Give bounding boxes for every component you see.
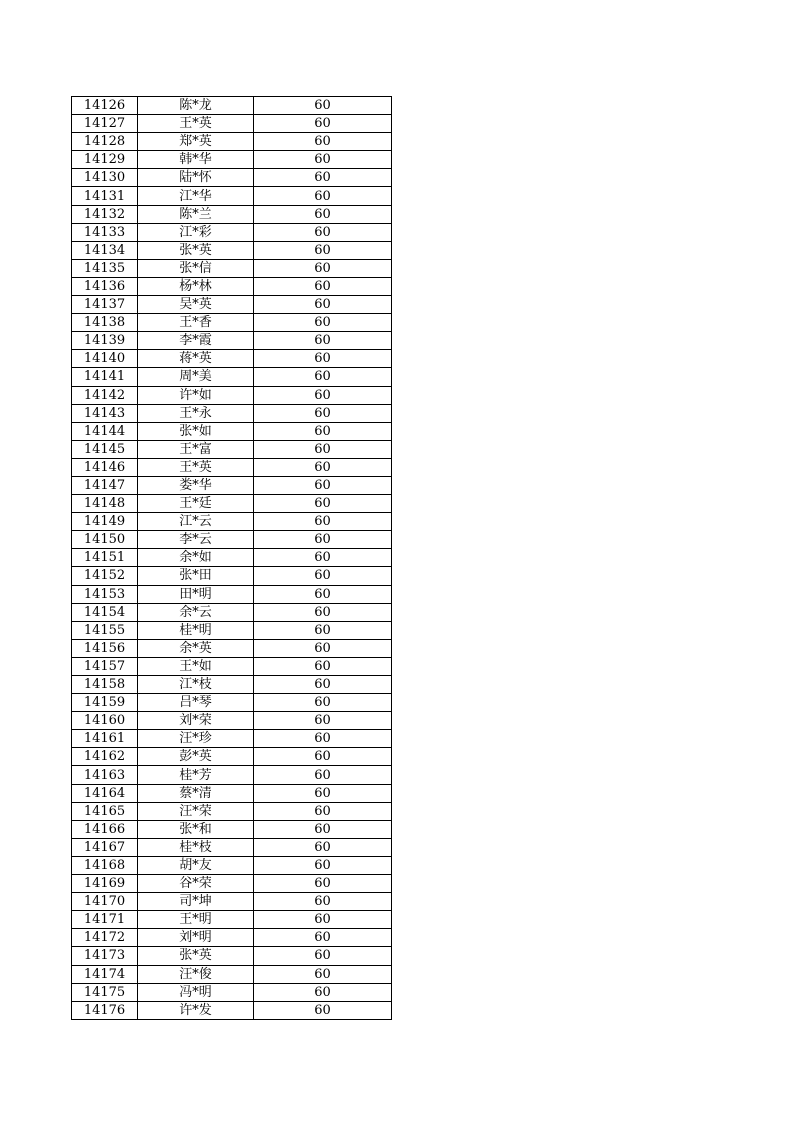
cell-score: 60 (254, 603, 392, 621)
cell-id: 14145 (72, 440, 138, 458)
cell-score: 60 (254, 133, 392, 151)
cell-id: 14174 (72, 965, 138, 983)
cell-score: 60 (254, 856, 392, 874)
cell-id: 14175 (72, 983, 138, 1001)
cell-id: 14167 (72, 838, 138, 856)
table-row (72, 585, 392, 603)
table-row (72, 332, 392, 350)
cell-id: 14128 (72, 133, 138, 151)
cell-score: 60 (254, 97, 392, 115)
cell-name: 王*明 (138, 911, 254, 929)
cell-name: 陈*兰 (138, 205, 254, 223)
cell-score: 60 (254, 440, 392, 458)
cell-name: 许*如 (138, 386, 254, 404)
cell-score: 60 (254, 929, 392, 947)
cell-id: 14143 (72, 404, 138, 422)
table-row (72, 657, 392, 675)
table-row (72, 296, 392, 314)
cell-id: 14171 (72, 911, 138, 929)
cell-name: 李*霞 (138, 332, 254, 350)
cell-name: 王*英 (138, 115, 254, 133)
table-row (72, 513, 392, 531)
table-row (72, 458, 392, 476)
cell-name: 张*信 (138, 259, 254, 277)
cell-id: 14157 (72, 657, 138, 675)
table-row (72, 603, 392, 621)
cell-id: 14149 (72, 513, 138, 531)
cell-name: 余*如 (138, 549, 254, 567)
table-row (72, 223, 392, 241)
cell-score: 60 (254, 585, 392, 603)
cell-score: 60 (254, 639, 392, 657)
cell-id: 14162 (72, 748, 138, 766)
cell-name: 蒋*英 (138, 350, 254, 368)
table-row (72, 476, 392, 494)
cell-name: 王*如 (138, 657, 254, 675)
cell-id: 14163 (72, 766, 138, 784)
cell-id: 14134 (72, 241, 138, 259)
table-row (72, 694, 392, 712)
table-row (72, 97, 392, 115)
cell-score: 60 (254, 730, 392, 748)
cell-score: 60 (254, 368, 392, 386)
cell-score: 60 (254, 151, 392, 169)
cell-name: 汪*珍 (138, 730, 254, 748)
table-row (72, 748, 392, 766)
cell-id: 14131 (72, 187, 138, 205)
table-row (72, 151, 392, 169)
cell-name: 王*永 (138, 404, 254, 422)
cell-id: 14170 (72, 893, 138, 911)
cell-score: 60 (254, 911, 392, 929)
cell-id: 14136 (72, 277, 138, 295)
cell-id: 14153 (72, 585, 138, 603)
table-row (72, 1001, 392, 1019)
table-row (72, 766, 392, 784)
cell-name: 郑*英 (138, 133, 254, 151)
cell-id: 14150 (72, 531, 138, 549)
data-table (71, 96, 392, 1020)
cell-score: 60 (254, 712, 392, 730)
table-row (72, 169, 392, 187)
cell-id: 14142 (72, 386, 138, 404)
cell-name: 王*廷 (138, 495, 254, 513)
cell-id: 14164 (72, 784, 138, 802)
table-row (72, 820, 392, 838)
cell-name: 许*发 (138, 1001, 254, 1019)
cell-name: 王*英 (138, 458, 254, 476)
cell-name: 周*美 (138, 368, 254, 386)
table-row (72, 277, 392, 295)
cell-id: 14155 (72, 621, 138, 639)
cell-id: 14173 (72, 947, 138, 965)
cell-score: 60 (254, 277, 392, 295)
cell-name: 杨*林 (138, 277, 254, 295)
cell-id: 14132 (72, 205, 138, 223)
table-row (72, 676, 392, 694)
cell-name: 韩*华 (138, 151, 254, 169)
cell-score: 60 (254, 621, 392, 639)
cell-score: 60 (254, 350, 392, 368)
cell-name: 余*云 (138, 603, 254, 621)
cell-id: 14135 (72, 259, 138, 277)
cell-score: 60 (254, 784, 392, 802)
cell-id: 14146 (72, 458, 138, 476)
cell-name: 江*枝 (138, 676, 254, 694)
cell-id: 14126 (72, 97, 138, 115)
cell-id: 14139 (72, 332, 138, 350)
table-row (72, 368, 392, 386)
cell-id: 14138 (72, 314, 138, 332)
cell-id: 14151 (72, 549, 138, 567)
cell-score: 60 (254, 241, 392, 259)
cell-name: 江*彩 (138, 223, 254, 241)
cell-score: 60 (254, 205, 392, 223)
cell-score: 60 (254, 875, 392, 893)
cell-name: 蔡*清 (138, 784, 254, 802)
cell-name: 冯*明 (138, 983, 254, 1001)
cell-id: 14129 (72, 151, 138, 169)
cell-name: 吴*英 (138, 296, 254, 314)
table-row (72, 422, 392, 440)
table-row (72, 621, 392, 639)
table-row (72, 205, 392, 223)
cell-id: 14140 (72, 350, 138, 368)
cell-score: 60 (254, 1001, 392, 1019)
cell-score: 60 (254, 513, 392, 531)
cell-name: 刘*明 (138, 929, 254, 947)
cell-id: 14168 (72, 856, 138, 874)
cell-score: 60 (254, 259, 392, 277)
cell-score: 60 (254, 947, 392, 965)
cell-name: 张*和 (138, 820, 254, 838)
cell-score: 60 (254, 694, 392, 712)
cell-name: 王*富 (138, 440, 254, 458)
cell-name: 汪*俊 (138, 965, 254, 983)
cell-name: 桂*芳 (138, 766, 254, 784)
cell-name: 张*如 (138, 422, 254, 440)
cell-name: 余*英 (138, 639, 254, 657)
cell-name: 桂*枝 (138, 838, 254, 856)
table-row (72, 730, 392, 748)
cell-score: 60 (254, 820, 392, 838)
cell-score: 60 (254, 838, 392, 856)
cell-name: 桂*明 (138, 621, 254, 639)
cell-id: 14160 (72, 712, 138, 730)
cell-score: 60 (254, 223, 392, 241)
table-row (72, 314, 392, 332)
cell-id: 14137 (72, 296, 138, 314)
cell-id: 14152 (72, 567, 138, 585)
table-row (72, 965, 392, 983)
cell-id: 14144 (72, 422, 138, 440)
table-body (72, 97, 392, 1020)
cell-score: 60 (254, 115, 392, 133)
table-row (72, 133, 392, 151)
cell-id: 14176 (72, 1001, 138, 1019)
table-row (72, 639, 392, 657)
table-row (72, 893, 392, 911)
table-row (72, 802, 392, 820)
cell-score: 60 (254, 187, 392, 205)
cell-score: 60 (254, 495, 392, 513)
table-row (72, 929, 392, 947)
cell-score: 60 (254, 296, 392, 314)
cell-name: 田*明 (138, 585, 254, 603)
cell-score: 60 (254, 567, 392, 585)
table-row (72, 549, 392, 567)
table-row (72, 856, 392, 874)
table-row (72, 495, 392, 513)
cell-id: 14159 (72, 694, 138, 712)
table-row (72, 947, 392, 965)
table-row (72, 241, 392, 259)
cell-id: 14166 (72, 820, 138, 838)
cell-name: 胡*友 (138, 856, 254, 874)
cell-score: 60 (254, 965, 392, 983)
table-row (72, 784, 392, 802)
cell-name: 张*英 (138, 947, 254, 965)
cell-name: 谷*荣 (138, 875, 254, 893)
cell-score: 60 (254, 314, 392, 332)
cell-id: 14147 (72, 476, 138, 494)
cell-name: 陈*龙 (138, 97, 254, 115)
table-row (72, 115, 392, 133)
cell-score: 60 (254, 169, 392, 187)
cell-name: 王*香 (138, 314, 254, 332)
cell-score: 60 (254, 404, 392, 422)
cell-id: 14133 (72, 223, 138, 241)
cell-name: 陆*怀 (138, 169, 254, 187)
cell-score: 60 (254, 676, 392, 694)
cell-score: 60 (254, 893, 392, 911)
cell-score: 60 (254, 458, 392, 476)
table-row (72, 404, 392, 422)
cell-id: 14154 (72, 603, 138, 621)
cell-id: 14165 (72, 802, 138, 820)
table-row (72, 567, 392, 585)
table-row (72, 440, 392, 458)
cell-score: 60 (254, 386, 392, 404)
cell-name: 刘*荣 (138, 712, 254, 730)
cell-score: 60 (254, 422, 392, 440)
table-row (72, 259, 392, 277)
cell-name: 娄*华 (138, 476, 254, 494)
cell-name: 张*英 (138, 241, 254, 259)
table-row (72, 875, 392, 893)
table-row (72, 350, 392, 368)
table-row (72, 712, 392, 730)
table-row (72, 386, 392, 404)
cell-name: 江*华 (138, 187, 254, 205)
cell-id: 14156 (72, 639, 138, 657)
cell-score: 60 (254, 766, 392, 784)
cell-name: 江*云 (138, 513, 254, 531)
cell-score: 60 (254, 549, 392, 567)
cell-name: 李*云 (138, 531, 254, 549)
table-row (72, 911, 392, 929)
cell-id: 14161 (72, 730, 138, 748)
cell-score: 60 (254, 657, 392, 675)
cell-id: 14130 (72, 169, 138, 187)
cell-score: 60 (254, 983, 392, 1001)
cell-id: 14127 (72, 115, 138, 133)
cell-id: 14169 (72, 875, 138, 893)
cell-name: 张*田 (138, 567, 254, 585)
table-row (72, 531, 392, 549)
cell-score: 60 (254, 332, 392, 350)
cell-score: 60 (254, 802, 392, 820)
cell-score: 60 (254, 476, 392, 494)
cell-name: 吕*琴 (138, 694, 254, 712)
table-row (72, 838, 392, 856)
cell-name: 彭*英 (138, 748, 254, 766)
cell-id: 14158 (72, 676, 138, 694)
cell-score: 60 (254, 531, 392, 549)
table-row (72, 983, 392, 1001)
cell-name: 汪*荣 (138, 802, 254, 820)
cell-name: 司*坤 (138, 893, 254, 911)
table-row (72, 187, 392, 205)
cell-id: 14172 (72, 929, 138, 947)
cell-id: 14141 (72, 368, 138, 386)
cell-score: 60 (254, 748, 392, 766)
cell-id: 14148 (72, 495, 138, 513)
